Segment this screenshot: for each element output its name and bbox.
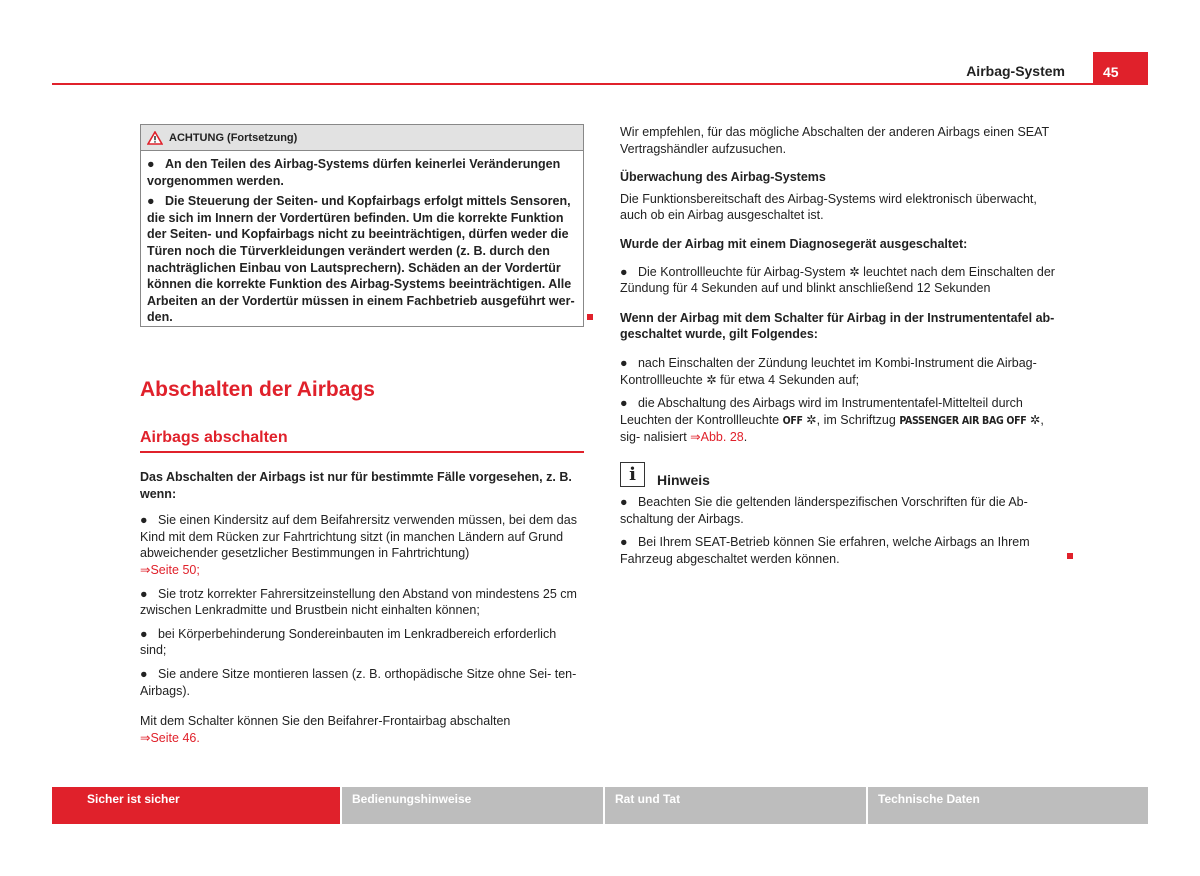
end-marker bbox=[587, 314, 593, 320]
airbag-off-icon: ✲ bbox=[806, 412, 817, 427]
footer-tab-rat[interactable]: Rat und Tat bbox=[605, 787, 866, 824]
warning-item: ● An den Teilen des Airbag-Systems dürfen keinerlei Veränderungen vorgenommen werden. bbox=[147, 157, 561, 188]
note-body bbox=[620, 494, 1064, 574]
chapter-heading: Abschalten der Airbags bbox=[140, 378, 375, 401]
section-title: Airbag-System bbox=[966, 63, 1065, 79]
warning-triangle-icon bbox=[147, 131, 163, 145]
list-item: ● Sie andere Sitze montieren lassen (z. B. orthopädische Sitze ohne Sei- ten-Airbags). bbox=[140, 666, 577, 698]
list-item: ● Bei Ihrem SEAT-Betrieb können Sie erfahren, welche Airbags an Ihrem Fahrzeug abgeschaltet werden können. bbox=[620, 535, 1030, 566]
end-marker bbox=[1067, 553, 1073, 559]
airbag-off-icon: ✲ bbox=[1029, 412, 1041, 427]
figure-link[interactable]: ⇒Abb. 28 bbox=[690, 430, 744, 445]
warning-box bbox=[140, 124, 584, 327]
left-column bbox=[140, 469, 584, 753]
footer-tab-sicher[interactable]: Sicher ist sicher bbox=[52, 787, 340, 824]
right-column bbox=[620, 124, 1064, 453]
list-item: ● die Abschaltung des Airbags wird im Instrumententafel-Mittelteil durch Leuchten der Kontrollleuchte OFF ✲, im Schriftzug PASSENGER AIR BAG OFF ✲, sig- nalisiert ⇒Abb. 28. bbox=[620, 396, 1044, 445]
off-indicator: OFF bbox=[782, 414, 803, 427]
airbag-icon: ✲ bbox=[849, 264, 860, 279]
list-item: ● Beachten Sie die geltenden länderspezifischen Vorschriften für die Ab- schaltung der Airbags. bbox=[620, 495, 1028, 526]
closing-text: Mit dem Schalter können Sie den Beifahrer-Frontairbag abschalten ⇒Seite 46. bbox=[140, 714, 511, 745]
list-item: ● Sie einen Kindersitz auf dem Beifahrersitz verwenden müssen, bei dem das Kind mit dem Rücken zur Fahrtrichtung sitzt (in manchen Ländern auf Grund abweichender gesetzlicher Bestimmungen in Fahrtrichtung) ⇒Seite 50; bbox=[140, 513, 577, 577]
subheading: Überwachung des Airbag-Systems bbox=[620, 170, 826, 185]
page-link[interactable]: ⇒Seite 50; bbox=[140, 562, 200, 577]
warning-title: ACHTUNG (Fortsetzung) bbox=[169, 131, 298, 144]
warning-item: ● Die Steuerung der Seiten- und Kopfairbags erfolgt mittels Sensoren, die sich im Innern der Vordertüren befinden. Um die korrekte Funktion der Seiten- und Kopfairbags nicht zu beeinträchtigen, dürfen weder die Türen noch die Türverkleidungen verändert werden (z. B. durch den nachträglichen Einbau von Lautsprechern). Schäden an der Vordertür können die korrekte Funktion des Airbag-Systems beeinträchtigen. Alle Arbeiten an der Vordertür müssen in einem Fachbetrieb ausgeführt wer- den. bbox=[147, 194, 575, 325]
footer-tab-bedienung[interactable]: Bedienungshinweise bbox=[342, 787, 603, 824]
info-icon: i bbox=[620, 462, 645, 487]
list-item: ● Die Kontrollleuchte für Airbag-System ✲ leuchtet nach dem Einschalten der Zündung für 4 Sekunden auf und blinkt anschließend 12 Sekunden bbox=[620, 264, 1055, 296]
note-header bbox=[620, 462, 710, 487]
paragraph: Wir empfehlen, für das mögliche Abschalten der anderen Airbags einen SEAT Vertragshändler aufzusuchen. bbox=[620, 125, 1049, 156]
subheading: Wurde der Airbag mit einem Diagnosegerät ausgeschaltet: bbox=[620, 236, 968, 251]
list-item: ● bei Körperbehinderung Sondereinbauten im Lenkradbereich erforderlich sind; bbox=[140, 626, 557, 658]
note-title: Hinweis bbox=[657, 472, 710, 488]
list-item: ● Sie trotz korrekter Fahrersitzeinstellung den Abstand von mindestens 25 cm zwischen Lenkradmitte und Brustbein nicht einhalten können; bbox=[140, 586, 577, 618]
footer-tab-technik[interactable]: Technische Daten bbox=[868, 787, 1148, 824]
subheading: Wenn der Airbag mit dem Schalter für Airbag in der Instrumententafel ab- geschaltet wurde, gilt Folgendes: bbox=[620, 310, 1055, 342]
page-link[interactable]: ⇒Seite 46. bbox=[140, 730, 200, 745]
warning-body bbox=[141, 151, 583, 326]
airbag-icon: ✲ bbox=[706, 372, 717, 387]
paragraph: Die Funktionsbereitschaft des Airbag-Systems wird elektronisch überwacht, auch ob ein Airbag ausgeschaltet ist. bbox=[620, 191, 1037, 223]
page-number: 45 bbox=[1093, 52, 1148, 84]
section-rule bbox=[140, 451, 584, 453]
warning-header bbox=[141, 125, 583, 151]
section-heading: Airbags abschalten bbox=[140, 429, 288, 446]
list-item: ● nach Einschalten der Zündung leuchtet im Kombi-Instrument die Airbag-Kontrollleuchte ✲ für etwa 4 Sekunden auf; bbox=[620, 355, 1037, 387]
intro-text: Das Abschalten der Airbags ist nur für bestimmte Fälle vorgesehen, z. B. wenn: bbox=[140, 470, 572, 501]
header-rule bbox=[52, 83, 1148, 85]
passenger-airbag-off-label: PASSENGER AIR BAG OFF bbox=[899, 414, 1027, 427]
